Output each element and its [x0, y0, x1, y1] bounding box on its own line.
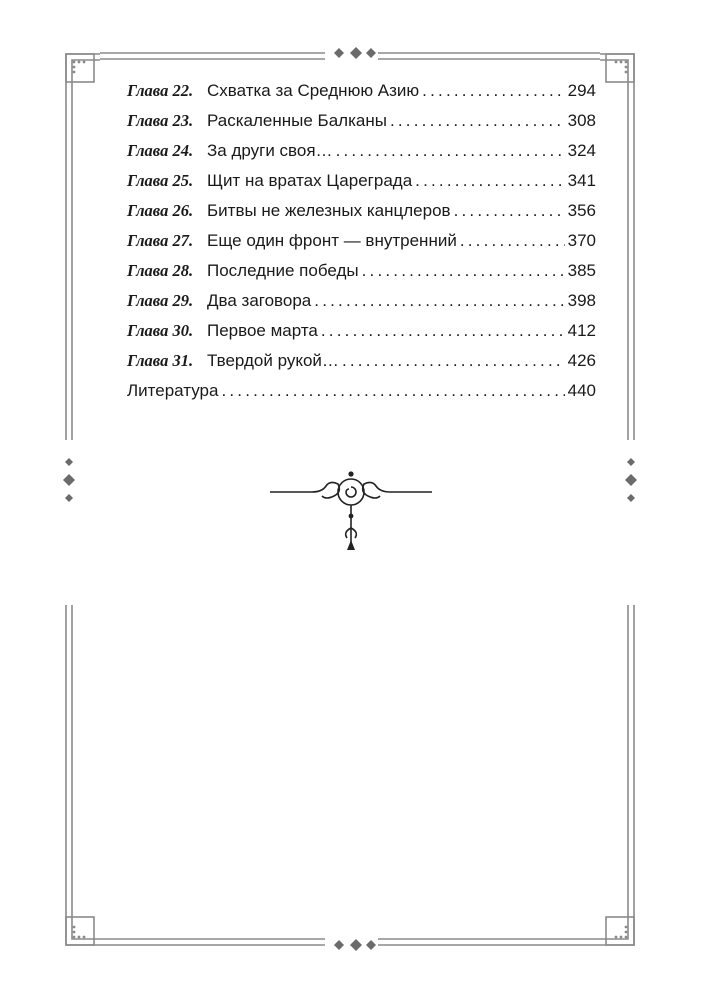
toc-entry[interactable] [127, 196, 596, 226]
toc-entry[interactable] [127, 256, 596, 286]
page-number: 324 [567, 141, 596, 160]
dot-leader [221, 376, 564, 406]
chapter-number: Глава 31. [127, 351, 194, 370]
chapter-number: Глава 28. [127, 261, 194, 280]
chapter-title: Еще один фронт — внутренний [207, 231, 457, 250]
bibliography-title: Литература [127, 381, 219, 400]
page-number: 341 [567, 171, 596, 190]
toc-entry[interactable] [127, 226, 596, 256]
chapter-title: За други своя… [207, 141, 333, 160]
chapter-title: Битвы не железных канцлеров [207, 201, 451, 220]
dot-leader [415, 166, 564, 196]
page-number: 308 [567, 111, 596, 130]
chapter-title: Схватка за Среднюю Азию [207, 81, 420, 100]
chapter-title: Щит на вратах Цареграда [207, 171, 413, 190]
dot-leader [460, 226, 565, 256]
chapter-number: Глава 23. [127, 111, 194, 130]
dot-leader [336, 136, 565, 166]
chapter-number: Глава 27. [127, 231, 194, 250]
chapter-number: Глава 29. [127, 291, 194, 310]
page-number: 385 [567, 261, 596, 280]
chapter-number: Глава 30. [127, 321, 194, 340]
dot-leader [342, 346, 565, 376]
page-number: 356 [567, 201, 596, 220]
page-number: 426 [567, 351, 596, 370]
dot-leader [321, 316, 565, 346]
toc-entry[interactable] [127, 286, 596, 316]
dot-leader [422, 76, 564, 106]
page-number: 370 [567, 231, 596, 250]
page-number: 440 [567, 381, 596, 400]
toc-entry[interactable] [127, 346, 596, 376]
toc-entry-bibliography[interactable] [127, 376, 596, 406]
page-number: 398 [567, 291, 596, 310]
dot-leader [390, 106, 565, 136]
chapter-number: Глава 24. [127, 141, 194, 160]
toc-entry[interactable] [127, 76, 596, 106]
chapter-number: Глава 26. [127, 201, 194, 220]
dot-leader [454, 196, 565, 226]
toc-entry[interactable] [127, 106, 596, 136]
chapter-title: Твердой рукой… [207, 351, 339, 370]
dot-leader [314, 286, 564, 316]
chapter-title: Последние победы [207, 261, 359, 280]
toc-entry[interactable] [127, 316, 596, 346]
center-ornament-icon [270, 479, 432, 548]
chapter-title: Раскаленные Балканы [207, 111, 387, 130]
chapter-number: Глава 22. [127, 81, 194, 100]
toc-entry[interactable] [127, 136, 596, 166]
dot-leader [362, 256, 565, 286]
page-number: 294 [567, 81, 596, 100]
toc-entry[interactable] [127, 166, 596, 196]
page-number: 412 [567, 321, 596, 340]
chapter-title: Два заговора [207, 291, 312, 310]
chapter-number: Глава 25. [127, 171, 194, 190]
chapter-title: Первое марта [207, 321, 318, 340]
